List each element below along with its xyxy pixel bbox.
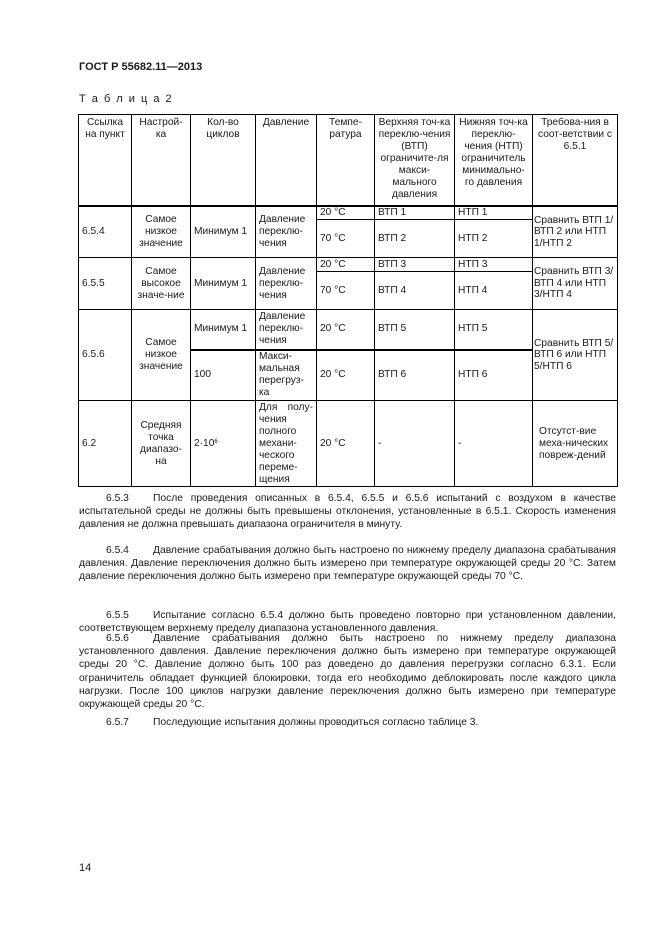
cell-lower-point: - xyxy=(455,401,533,487)
table-row xyxy=(79,206,618,220)
paragraph-text: Последующие испытания должны проводиться согласно таблице 3. xyxy=(153,717,479,728)
cell-ref: 6.5.4 xyxy=(79,206,132,258)
cell-pressure: Давление переклю-чения xyxy=(256,258,317,310)
paragraph-number: 6.5.3 xyxy=(106,493,129,504)
col-header-ref: Ссылка на пункт xyxy=(79,115,132,206)
paragraph-text: Давление срабатывания должно быть настроено по нижнему пределу диапазона срабатывания давления. Давление переключения должно быть измерено при температуре окружающей среды 20 °С. Затем давление переключения должно быть измерено при температуре окружающей среды 70 °С. xyxy=(79,545,616,583)
cell-temperature: 20 °С xyxy=(317,258,375,272)
cell-upper-point: ВТП 2 xyxy=(375,220,455,258)
paragraph-number: 6.5.7 xyxy=(106,717,129,728)
cell-pressure: Для полу-чения полного механи-ческого переме-щения xyxy=(256,401,317,487)
col-header-temperature: Темпе-ратура xyxy=(317,115,375,206)
cycles-base: 2·10 xyxy=(194,437,215,449)
paragraph-text: Давление срабатывания должно быть настроено по нижнему пределу диапазона установленного давления. Давление переключения должно быть измерено при температуре окружающей среды 20 °С. Давление должно быть 100 раз доведено до давления перегрузки согласно 6.3.1. Если ограничитель обладает функцией блокировки, тогда его необходимо деблокировать после каждого цикла нагрузки. После 100 циклов нагрузки давление переключения должно быть измерено при температуре окружающей среды 20 °С. xyxy=(79,633,616,711)
cell-requirements: Отсутст-вие меха-нических повреж-дений xyxy=(533,401,618,487)
paragraph-number: 6.5.4 xyxy=(106,545,129,556)
document-header: ГОСТ Р 55682.11—2013 xyxy=(79,61,203,73)
cell-upper-point: ВТП 1 xyxy=(375,206,455,220)
cell-ref: 6.2 xyxy=(79,401,132,487)
paragraph-6-5-3 xyxy=(79,492,616,532)
cell-temperature: 20 °С xyxy=(317,206,375,220)
col-header-setting: Настрой-ка xyxy=(132,115,191,206)
cell-requirements: Сравнить ВТП 1/ ВТП 2 или НТП 1/НТП 2 xyxy=(533,206,618,258)
table-header-row xyxy=(79,115,618,206)
cell-pressure: Давление переклю-чения xyxy=(256,206,317,258)
col-header-requirements: Требова-ния в соот-ветствии с 6.5.1 xyxy=(533,115,618,206)
page-number: 14 xyxy=(79,862,92,874)
cell-setting: Самое низкое значение xyxy=(132,206,191,258)
paragraph-text: После проведения описанных в 6.5.4, 6.5.5 и 6.5.6 испытаний с воздухом в качестве испытательной среды не должны быть превышены отклонения, установленные в 6.5.1. Скорость изменения давления не должна превышать диапазона ограничителя в минуту. xyxy=(79,493,616,531)
cell-setting: Самое высокое значе-ние xyxy=(132,258,191,310)
cell-lower-point: НТП 6 xyxy=(455,350,533,401)
cell-lower-point: НТП 2 xyxy=(455,220,533,258)
cell-temperature: 20 °С xyxy=(317,401,375,487)
table-row xyxy=(79,258,618,272)
cell-upper-point: ВТП 6 xyxy=(375,350,455,401)
col-header-lower-point: Нижняя точ-ка переклю-чения (НТП) ограничитель минимально-го давления xyxy=(455,115,533,206)
cell-lower-point: НТП 3 xyxy=(455,258,533,272)
cell-setting: Средняя точка диапазо-на xyxy=(132,401,191,487)
cell-cycles: Минимум 1 xyxy=(191,206,256,258)
cell-upper-point: ВТП 5 xyxy=(375,310,455,350)
paragraph-number: 6.5.6 xyxy=(106,633,129,644)
cell-upper-point: ВТП 3 xyxy=(375,258,455,272)
col-header-pressure: Давление xyxy=(256,115,317,206)
table-row xyxy=(79,310,618,350)
table-2 xyxy=(78,114,618,487)
cell-temperature: 20 °С xyxy=(317,350,375,401)
cell-pressure: Макси-мальная перегруз-ка xyxy=(256,350,317,401)
cell-temperature: 70 °С xyxy=(317,220,375,258)
cell-lower-point: НТП 4 xyxy=(455,272,533,310)
table-caption: Т а б л и ц а 2 xyxy=(79,93,174,105)
cell-cycles xyxy=(191,401,256,487)
cell-cycles: Минимум 1 xyxy=(191,310,256,350)
paragraph-text: Испытание согласно 6.5.4 должно быть проведено повторно при установленном давлении, соответствующем верхнему пределу диапазона установленного давления. xyxy=(79,610,616,635)
col-header-upper-point: Верхняя точ-ка переклю-чения (ВТП) ограничите-ля макси-мального давления xyxy=(375,115,455,206)
col-header-cycles: Кол-во циклов xyxy=(191,115,256,206)
cell-requirements: Сравнить ВТП 3/ ВТП 4 или НТП 3/НТП 4 xyxy=(533,258,618,310)
cell-upper-point: ВТП 4 xyxy=(375,272,455,310)
paragraph-6-5-4 xyxy=(79,544,616,584)
cell-temperature: 70 °С xyxy=(317,272,375,310)
cell-temperature: 20 °С xyxy=(317,310,375,350)
cell-upper-point: - xyxy=(375,401,455,487)
paragraph-number: 6.5.5 xyxy=(106,610,129,621)
paragraph-6-5-7 xyxy=(79,716,616,729)
cycles-exponent: 6 xyxy=(214,438,218,445)
cell-lower-point: НТП 1 xyxy=(455,206,533,220)
cell-requirements: Сравнить ВТП 5/ ВТП 6 или НТП 5/НТП 6 xyxy=(533,310,618,401)
cell-setting: Самое низкое значение xyxy=(132,310,191,401)
cell-cycles: Минимум 1 xyxy=(191,258,256,310)
paragraph-6-5-6 xyxy=(79,632,616,711)
cell-lower-point: НТП 5 xyxy=(455,310,533,350)
table-row xyxy=(79,401,618,487)
cell-ref: 6.5.6 xyxy=(79,310,132,401)
cell-cycles: 100 xyxy=(191,350,256,401)
cell-pressure: Давление переклю-чения xyxy=(256,310,317,350)
cell-ref: 6.5.5 xyxy=(79,258,132,310)
